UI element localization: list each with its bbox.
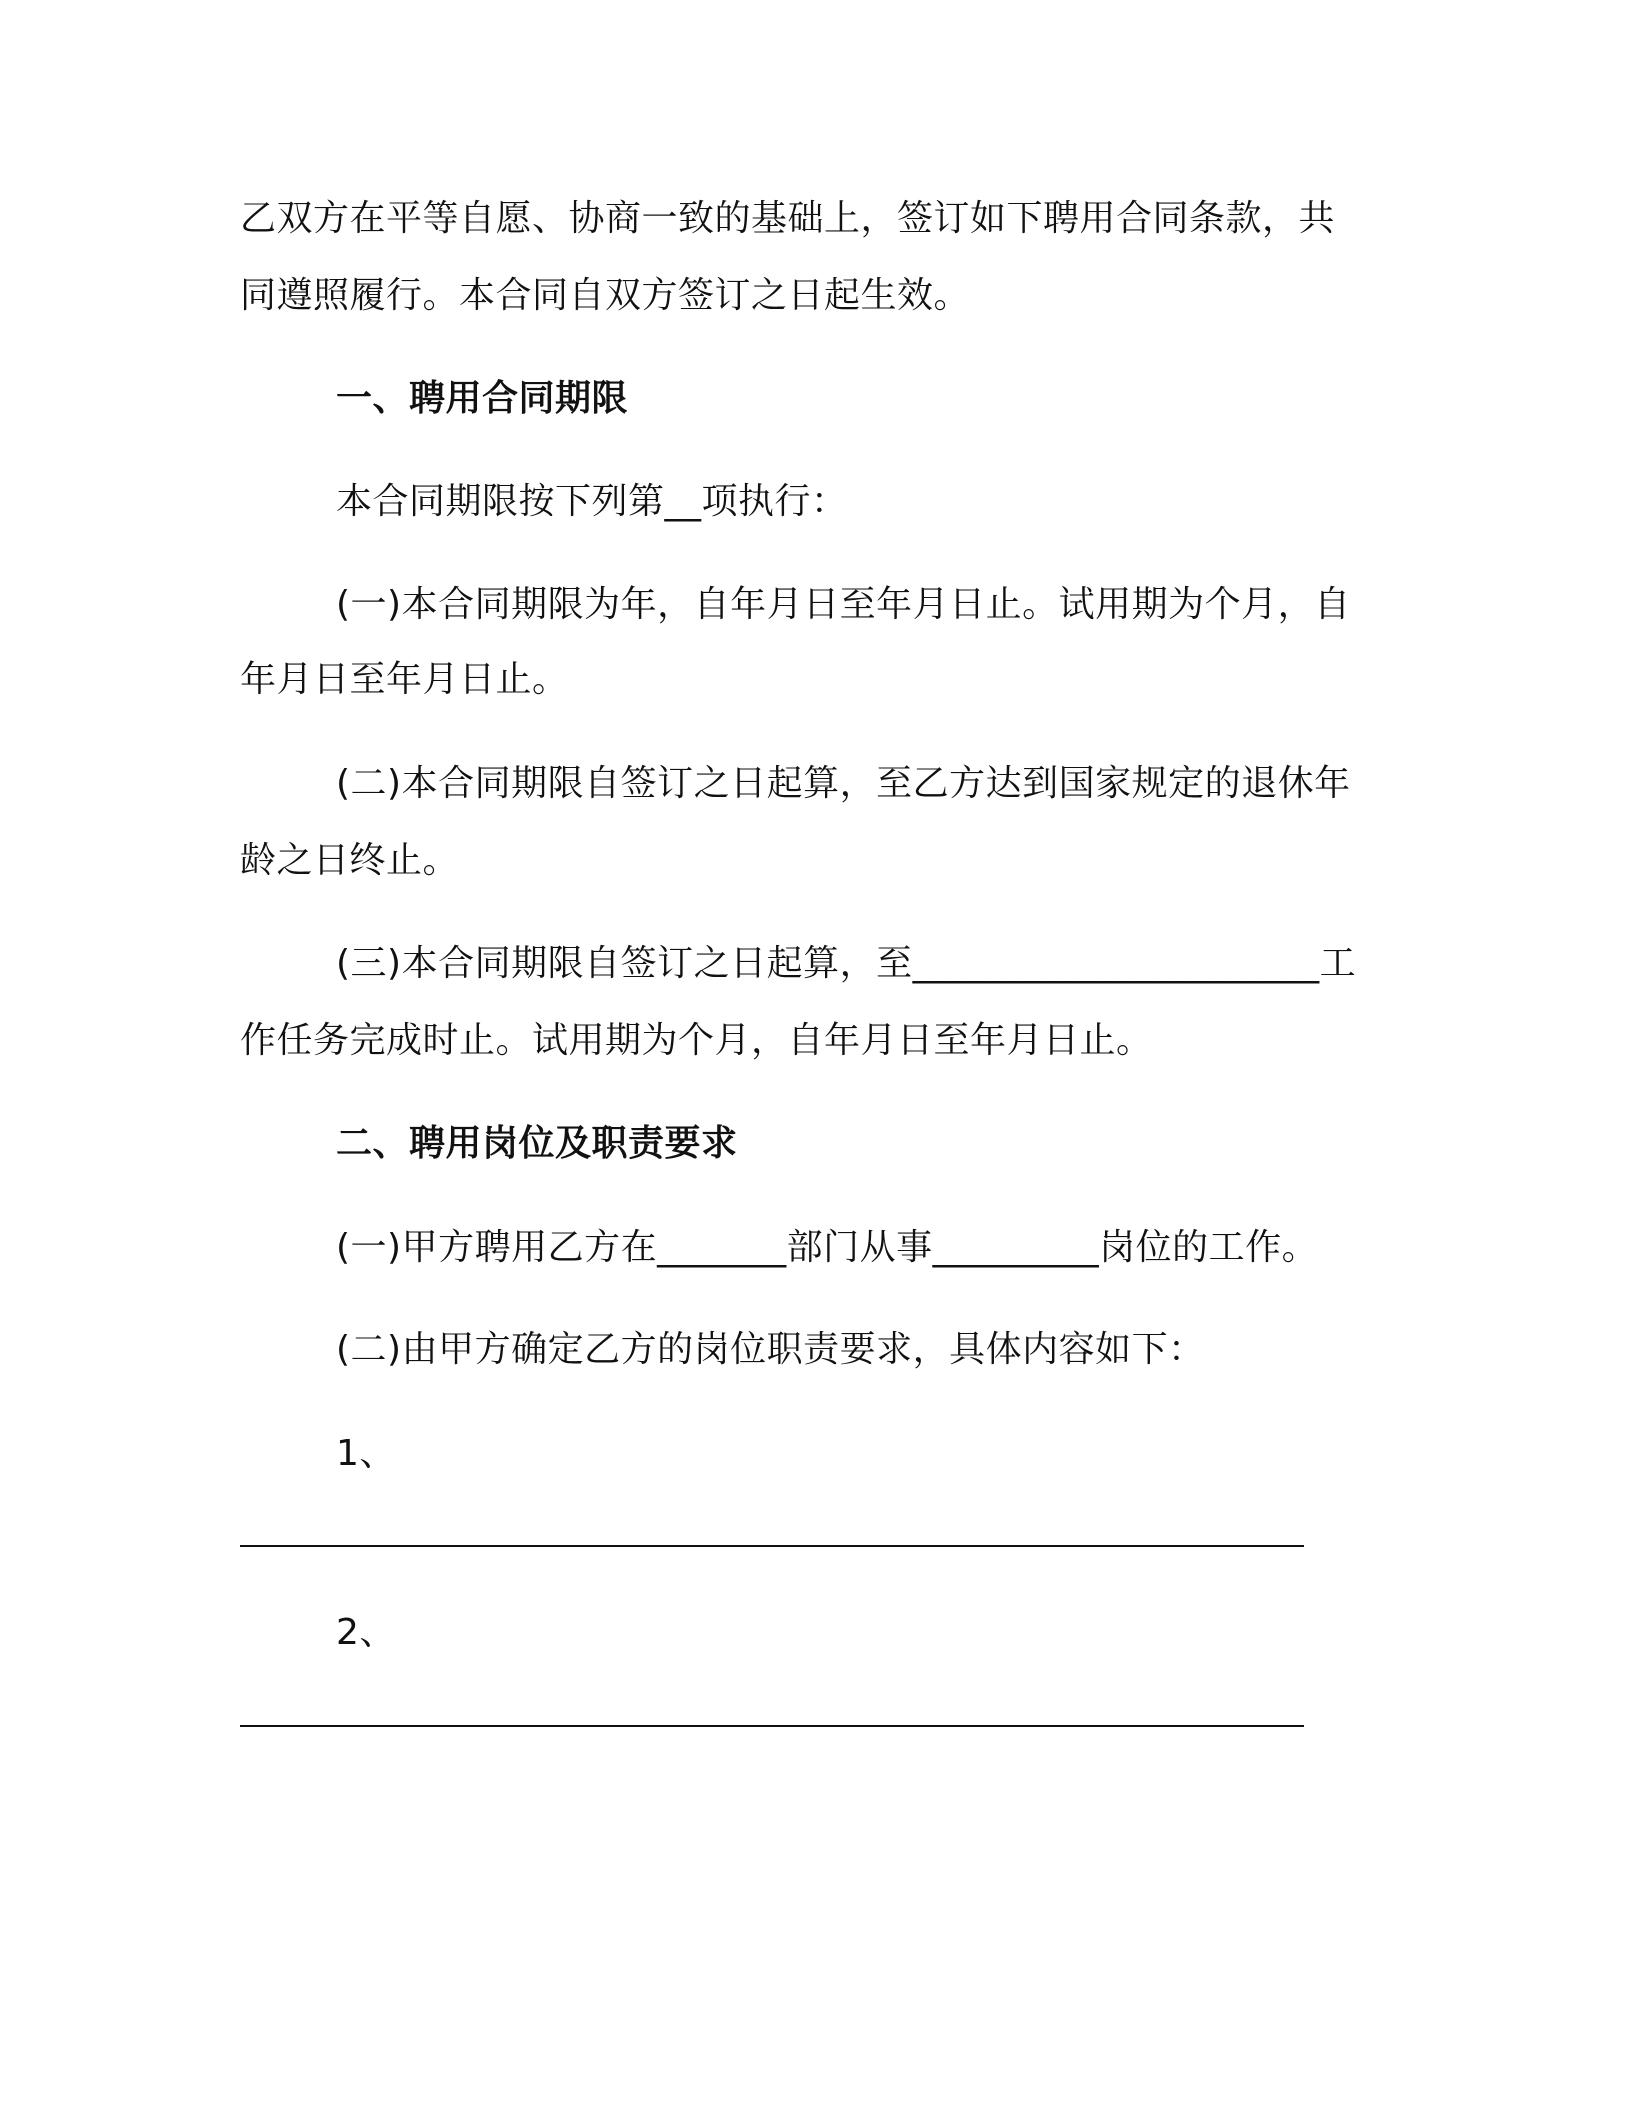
clause-3-line-2: 作任务完成时止。试用期为个月，自年月日至年月日止。 <box>240 1020 1153 1061</box>
paragraph-line-1: 乙双方在平等自愿、协商一致的基础上，签订如下聘用合同条款，共 <box>240 198 1336 239</box>
clause-1-line-2: 年月日至年月日止。 <box>240 659 569 700</box>
paragraph-line-2: 同遵照履行。本合同自双方签订之日起生效。 <box>240 275 971 316</box>
duty-item-1: 1、 <box>336 1433 396 1474</box>
term-selection-line: 本合同期限按下列第__项执行： <box>336 481 848 522</box>
clause-2-line-2: 龄之日终止。 <box>240 840 460 881</box>
section-heading-2: 二、聘用岗位及职责要求 <box>336 1123 738 1164</box>
duty-item-2: 2、 <box>336 1612 396 1653</box>
clause-3-line-1: (三)本合同期限自签订之日起算，至______________________工 <box>336 943 1357 984</box>
duties-intro-line: (二)由甲方确定乙方的岗位职责要求，具体内容如下： <box>336 1329 1205 1370</box>
section-heading-1: 一、聘用合同期限 <box>336 378 629 419</box>
clause-1-line-1: (一)本合同期限为年，自年月日至年月日止。试用期为个月，自 <box>336 584 1351 625</box>
duty-item-1-blank-line <box>240 1545 1304 1547</box>
position-clause-line: (一)甲方聘用乙方在_______部门从事_________岗位的工作。 <box>336 1227 1319 1268</box>
duty-item-2-blank-line <box>240 1725 1304 1727</box>
clause-2-line-1: (二)本合同期限自签订之日起算，至乙方达到国家规定的退休年 <box>336 763 1351 804</box>
